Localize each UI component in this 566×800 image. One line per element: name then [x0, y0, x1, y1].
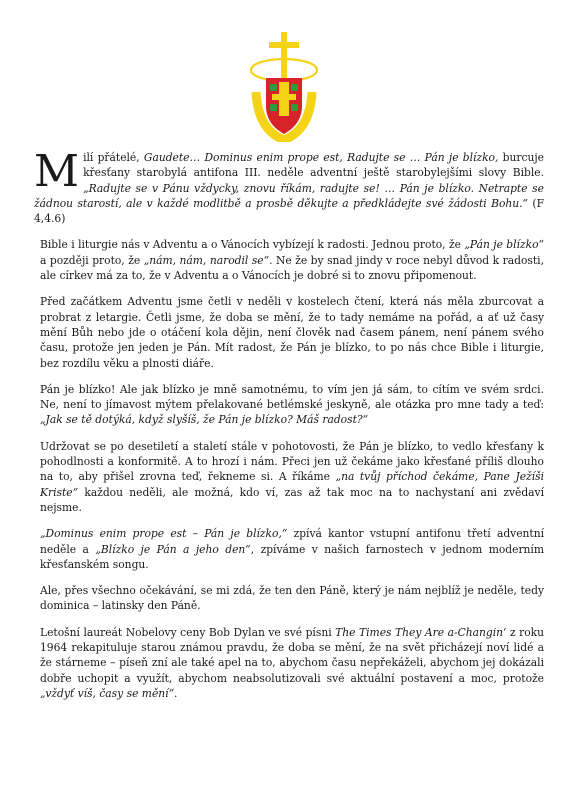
text-segment: každou neděli, ale možná, kdo ví, zas až tak moc na to nachystaní ani zvědaví nejsme.: [40, 485, 544, 514]
italic-quote: „na tvůj příchod čekáme, Pane Ježíši Kriste“: [40, 470, 544, 499]
paragraph: [34, 583, 544, 614]
text-segment: zpívá kantor vstupní antifonu třetí adventní neděle a: [40, 527, 545, 556]
leaf-icon: [270, 84, 277, 91]
text-segment: (F 4,4.6): [34, 196, 545, 226]
paragraph: [34, 526, 544, 572]
drop-cap: M: [34, 146, 80, 197]
italic-quote: Gaudete… Dominus enim prope est, Radujte se … Pán je blízko,: [143, 151, 499, 164]
italic-quote: „nám, nám, narodil se“: [143, 253, 270, 267]
text-segment: . Ne že by snad jindy v roce nebyl důvod k radosti, ale církev má za to, že v Adventu a o Vánocích je dobré si to znovu připomenout.: [40, 253, 544, 283]
text-segment: Letošní laureát Nobelovy ceny Bob Dylan ve své písni: [40, 625, 336, 639]
letter-body: [34, 146, 545, 712]
italic-quote: „Dominus enim prope est – Pán je blízko,“: [40, 527, 288, 541]
parish-emblem: [248, 30, 320, 142]
text-segment: ilí přátelé,: [83, 151, 144, 164]
leaf-icon: [291, 104, 298, 111]
text-segment: Před začátkem Adventu jsme četli v neděli v kostelech čtení, která nás měla zburcovat a probrat z letargie. Četli jsme, že doba se mění, že to tady nemáme na pořád, a ať už časy mění Bůh nebo jde o otáčení kola dějin, není člověk nad časem pánem, není pánem svého času, protože jen jeden je Pán. Mít radost, že Pán je blízko, to po nás chce Bible i liturgie, bez rozdílu věku a plnosti diáře.: [40, 295, 544, 370]
paragraph: [34, 237, 544, 283]
text-segment: Pán je blízko! Ale jak blízko je mně samotnému, to vím jen já sám, to cítím ve svém srdci. Ne, není to jímavost mýtem přelakované betlémské jeskyně, ale otázka pro mne tady a teď:: [40, 382, 544, 412]
italic-quote: „Pán je blízko“: [464, 238, 544, 252]
text-segment: a později proto, že: [40, 253, 144, 267]
paragraph: [34, 294, 544, 370]
italic-quote: The Times They Are a-Changin‘: [335, 625, 507, 639]
text-segment: z roku 1964 rekapituluje starou známou pravdu, že doba se mění, že na svět přicházejí noví lidé a že stárneme – píseň zní ale také apel na to, abychom času nepřekáželi, abychom jej dokázali dobře uchopit a využít, abychom neabsolutizovali své aktuální postavení a moc, protože: [40, 625, 544, 685]
paragraph: [34, 439, 544, 515]
paragraph: [34, 625, 544, 701]
text-segment: .: [174, 686, 178, 700]
leaf-icon: [291, 84, 298, 91]
text-segment: burcuje křesťany starobylá antifona III. neděle adventní ještě starobylejšími slovy Bible.: [83, 151, 544, 180]
cross-vertical: [281, 32, 287, 80]
text-segment: Udržovat se po desetiletí a staletí stále v pohotovosti, že Pán je blízko, to vedlo křesťany k pohodlnosti a konformitě. A to hrozí i nám. Přeci jen už čekáme jako křesťané příliš dlouho na to, aby přišel zrovna teď, řekneme si. A říkáme: [40, 439, 544, 484]
text-segment: Ale, přes všechno očekávání, se mi zdá, že ten den Páně, který je nám nejblíž je neděle, tedy dominica – latinsky den Páně.: [40, 584, 544, 613]
text-segment: , zpíváme v našich farnostech v jednom moderním křesťanském songu.: [40, 542, 544, 571]
italic-quote: „Blízko je Pán a jeho den“: [95, 542, 251, 556]
cross-horizontal: [269, 42, 299, 48]
paragraph: [34, 146, 545, 226]
leaf-icon: [270, 104, 277, 111]
paragraph: [34, 382, 544, 428]
italic-quote: „Jak se tě dotýká, když slyšíš, že Pán je blízko? Máš radost?“: [40, 413, 369, 427]
italic-quote: „Radujte se v Pánu vždycky, znovu říkám, radujte se! … Pán je blízko. Netrapte se žádnou starostí, ale v každé modlitbě a prosbě děkujte a předkládejte své žádosti Bohu.“: [34, 181, 544, 210]
text-segment: Bible i liturgie nás v Adventu a o Vánocích vybízejí k radosti. Jednou proto, že: [40, 238, 465, 252]
monogram-bar: [272, 94, 296, 100]
italic-quote: „vždyť víš, časy se mění“: [40, 686, 175, 700]
